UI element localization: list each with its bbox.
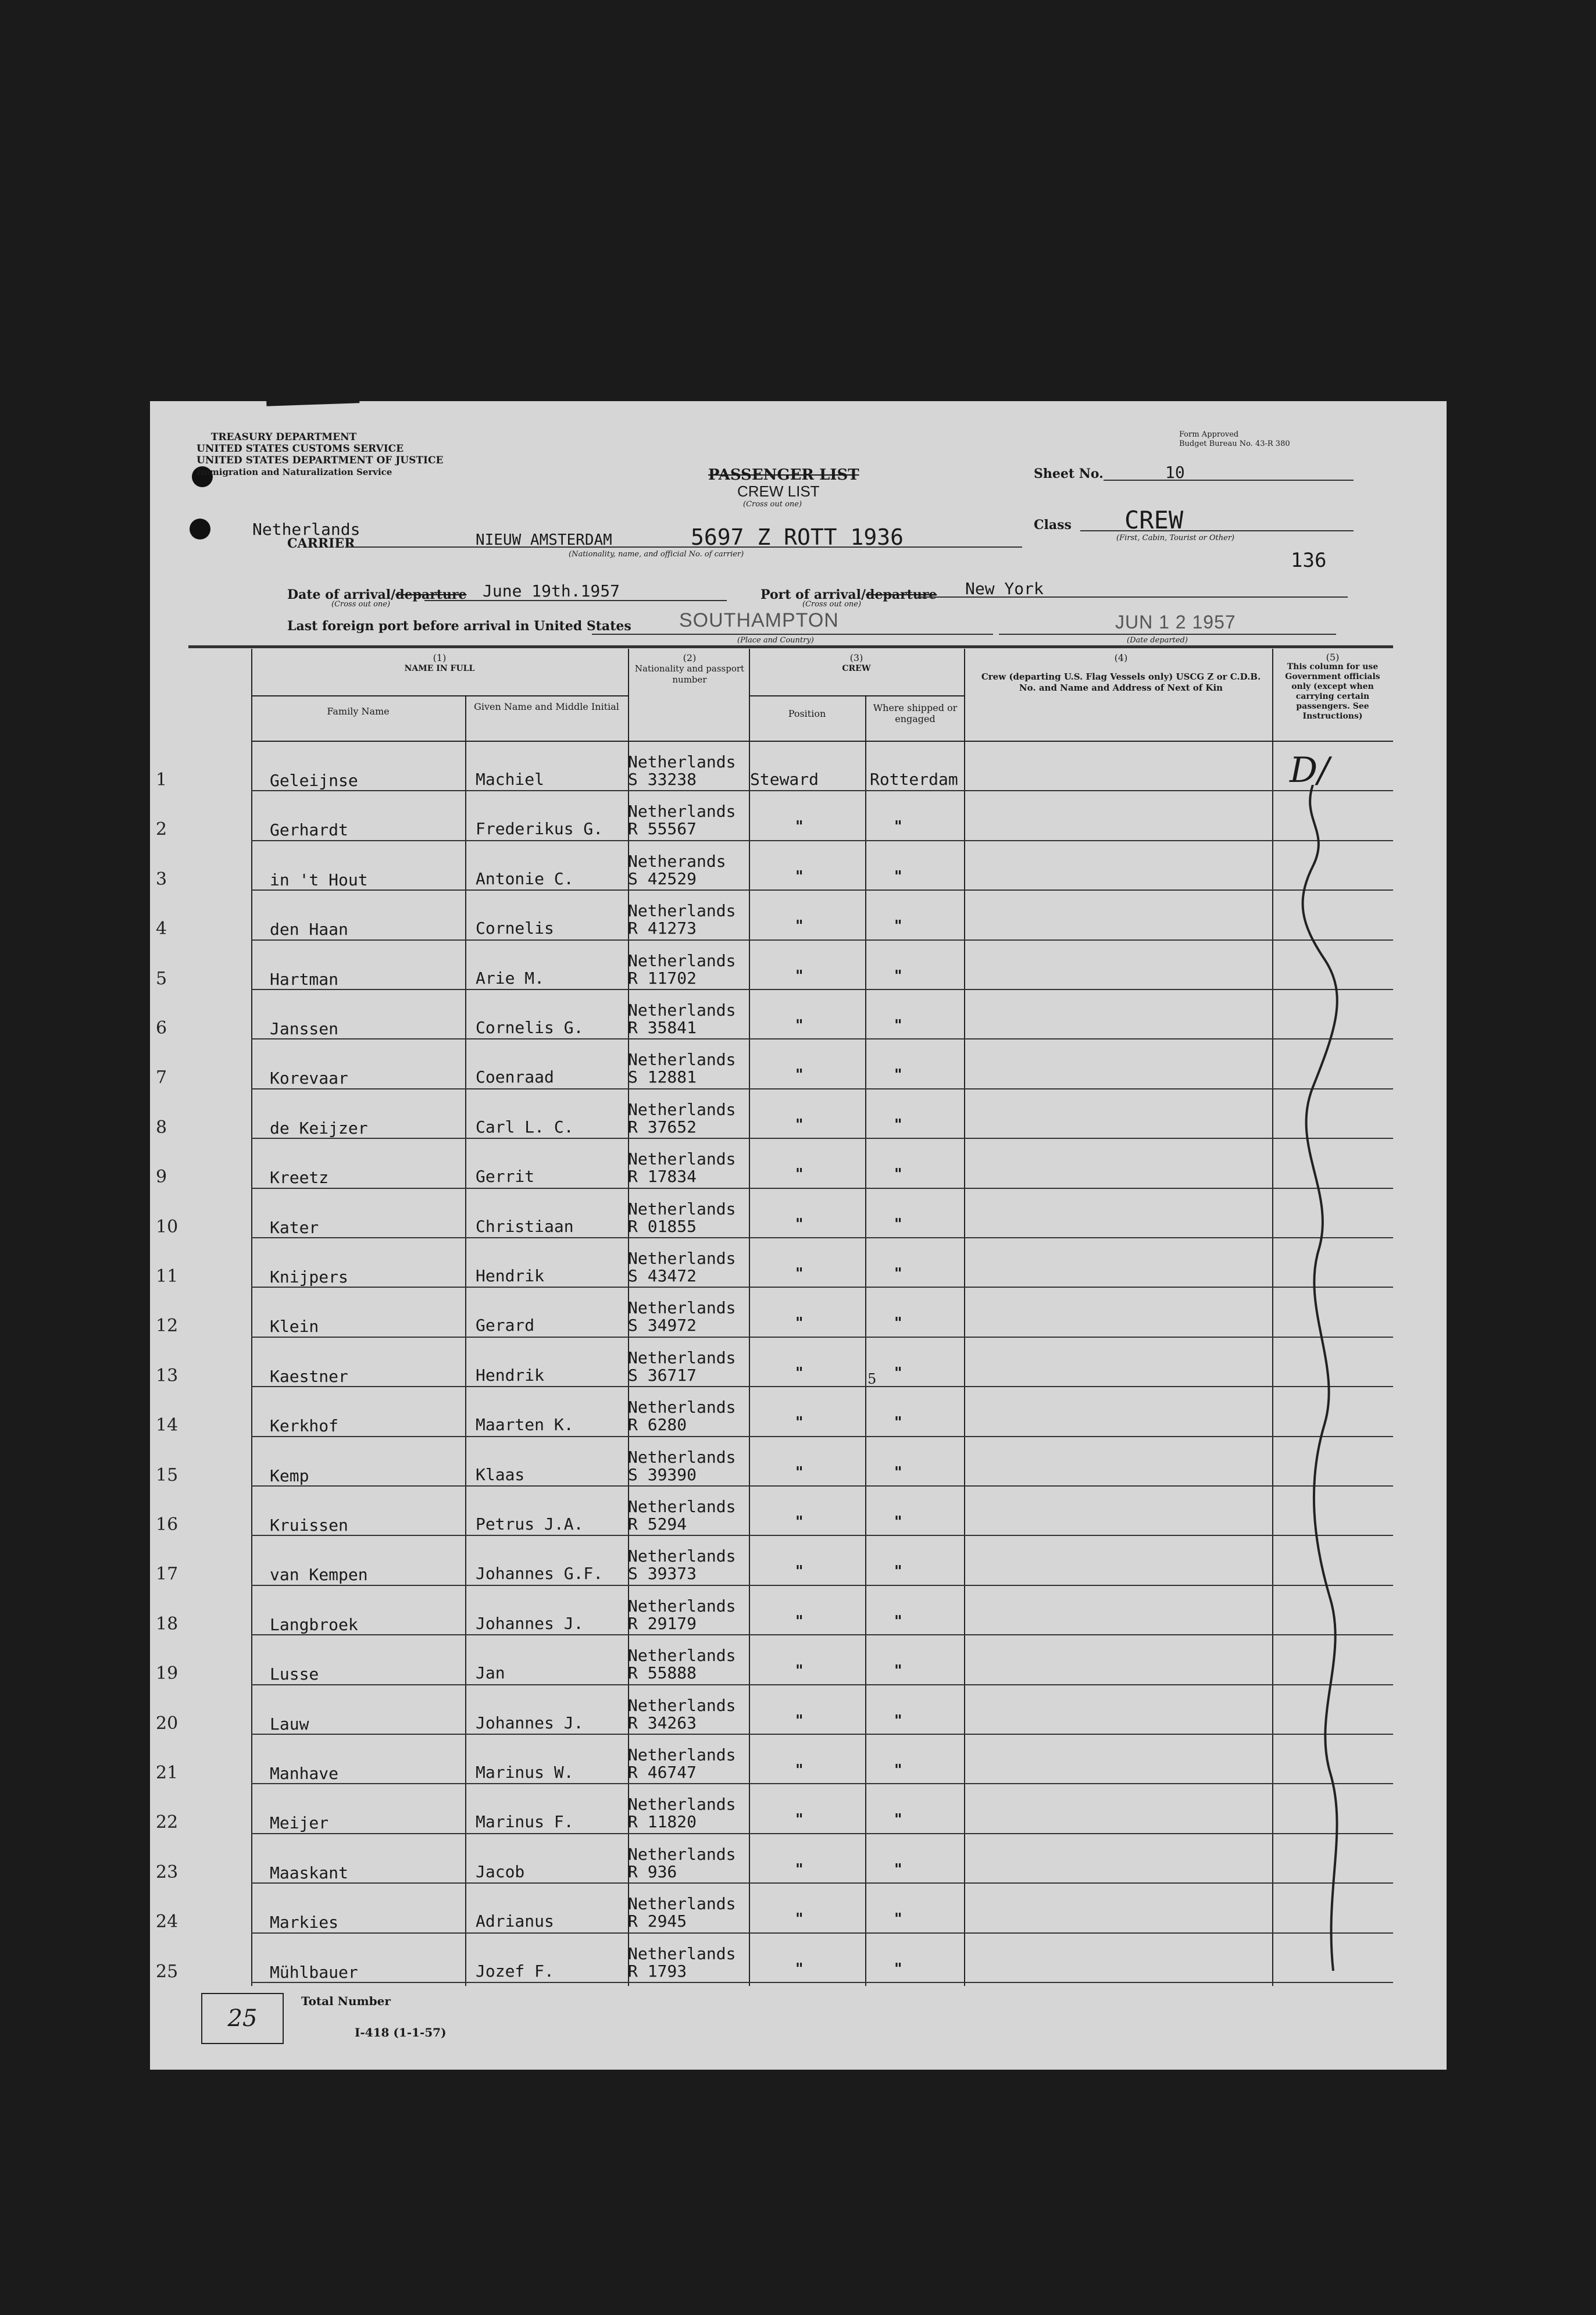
total-box <box>201 1993 284 2044</box>
table-row-rule <box>251 1535 1393 1536</box>
nationality: Netherlands <box>628 1546 736 1566</box>
family-name: Mühlbauer <box>270 1962 358 1982</box>
given-name: Marinus W. <box>476 1763 574 1782</box>
carrier-caption: (Nationality, name, and official No. of carrier) <box>569 550 744 559</box>
form-approved: Form Approved Budget Bureau No. 43-R 380 <box>1179 430 1290 448</box>
where-shipped: " <box>894 1364 902 1382</box>
given-name: Hendrik <box>476 1266 545 1285</box>
position: " <box>795 1314 804 1332</box>
passport-number: S 39390 <box>628 1464 697 1484</box>
passport-number: R 01855 <box>628 1216 697 1236</box>
table-row-rule <box>251 1188 1393 1189</box>
where-shipped: " <box>894 1017 902 1034</box>
passport-number: R 35841 <box>628 1018 697 1037</box>
position: " <box>795 1166 804 1184</box>
class-line <box>1080 530 1354 531</box>
col3-header: (3) CREW <box>842 652 871 673</box>
nationality: Netherlands <box>628 1249 736 1268</box>
nationality: Netherlands <box>628 1844 736 1864</box>
table-col-divider <box>865 695 866 1986</box>
row-number: 14 <box>156 1415 178 1436</box>
nationality: Netherlands <box>628 752 736 771</box>
row-number: 24 <box>156 1912 178 1932</box>
table-row-rule <box>251 1882 1393 1884</box>
position: " <box>795 1215 804 1233</box>
table-col-divider <box>1272 649 1273 1986</box>
given-name: Adrianus <box>476 1912 554 1931</box>
passport-number: S 36717 <box>628 1365 697 1385</box>
header-rule <box>749 695 964 696</box>
where-shipped: " <box>894 1910 902 1928</box>
cross-out-caption: (Cross out one) <box>743 500 802 509</box>
given-name: Cornelis G. <box>476 1018 584 1037</box>
port-cross-out: (Cross out one) <box>802 600 862 609</box>
given-name: Gerrit <box>476 1167 535 1187</box>
nationality: Netherlands <box>628 951 736 970</box>
nationality: Netherlands <box>628 1199 736 1219</box>
position: " <box>795 1017 804 1034</box>
passport-number: S 34972 <box>628 1316 697 1335</box>
nationality: Netherlands <box>628 1944 736 1963</box>
where-shipped: " <box>894 1265 902 1282</box>
extra-mark: 5 <box>867 1371 877 1387</box>
table-row-rule <box>251 1485 1393 1487</box>
row-number: 18 <box>156 1613 178 1634</box>
passenger-list-label: PASSENGER LIST <box>708 466 859 484</box>
row-number: 5 <box>156 968 167 989</box>
position: " <box>795 1513 804 1531</box>
header-divider <box>188 645 1393 648</box>
position: " <box>795 1860 804 1878</box>
family-name: Kemp <box>270 1466 309 1485</box>
where-shipped: " <box>894 1662 902 1680</box>
given-name: Jacob <box>476 1862 525 1881</box>
family-name: Gerhardt <box>270 820 348 840</box>
nationality: Netherands <box>628 851 726 871</box>
row-number: 13 <box>156 1365 178 1386</box>
nationality: Netherlands <box>628 1695 736 1715</box>
passport-number: S 42529 <box>628 869 697 888</box>
table-row-rule <box>251 939 1393 941</box>
position: " <box>795 967 804 985</box>
row-number: 9 <box>156 1167 167 1188</box>
where-shipped: " <box>894 1166 902 1184</box>
nationality: Netherlands <box>628 1001 736 1020</box>
row-number: 3 <box>156 869 167 889</box>
department-header: TREASURY DEPARTMENT UNITED STATES CUSTOMS SERVICE UNITED STATES DEPARTMENT OF JUSTICE Immigration and Naturalization Service <box>197 431 444 477</box>
given-name: Johannes G.F. <box>476 1564 604 1584</box>
position: " <box>795 1762 804 1779</box>
col4-header: (4) Crew (departing U.S. Flag Vessels only) USCG Z or C.D.B. No. and Name and Address of Next of Kin <box>981 652 1261 693</box>
table-row-rule <box>251 1436 1393 1437</box>
table-row-rule <box>251 1783 1393 1784</box>
passport-number: R 55888 <box>628 1663 697 1683</box>
official-wavy-line <box>1290 785 1354 1971</box>
last-port-line <box>592 634 993 635</box>
date-departed-caption: (Date departed) <box>1127 636 1188 645</box>
passport-number: R 6280 <box>628 1415 687 1435</box>
where-shipped: " <box>894 1612 902 1630</box>
family-name: Maaskant <box>270 1863 348 1882</box>
passport-number: R 1793 <box>628 1961 687 1981</box>
family-name: de Keijzer <box>270 1118 368 1138</box>
position: " <box>795 1612 804 1630</box>
table-row-rule <box>251 840 1393 841</box>
row-number: 7 <box>156 1067 167 1088</box>
given-name: Cornelis <box>476 919 554 938</box>
col1-header: (1) NAME IN FULL <box>404 652 475 673</box>
row-number: 11 <box>156 1266 178 1287</box>
given-name: Hendrik <box>476 1365 545 1385</box>
position: " <box>795 1116 804 1134</box>
where-shipped: " <box>894 967 902 985</box>
passport-number: S 43472 <box>628 1266 697 1285</box>
nationality: Netherlands <box>628 1398 736 1417</box>
where-shipped: " <box>894 1762 902 1779</box>
where-shipped: " <box>894 1215 902 1233</box>
table-row-rule <box>251 790 1393 791</box>
given-name: Arie M. <box>476 968 545 988</box>
class-caption: (First, Cabin, Tourist or Other) <box>1116 534 1235 542</box>
table-row-rule <box>251 1386 1393 1387</box>
position: " <box>795 818 804 836</box>
row-number: 21 <box>156 1763 178 1783</box>
family-name: Geleijnse <box>270 771 358 790</box>
manifest-sheet <box>150 401 1447 2070</box>
given-name: Antonie C. <box>476 869 574 888</box>
given-name: Machiel <box>476 770 545 789</box>
family-name: Korevaar <box>270 1069 348 1088</box>
given-name: Coenraad <box>476 1067 554 1087</box>
position: " <box>795 1265 804 1282</box>
family-name: Kerkhof <box>270 1416 339 1436</box>
page-number: 136 <box>1291 549 1327 572</box>
given-name: Johannes J. <box>476 1613 584 1633</box>
where-shipped: " <box>894 867 902 885</box>
given-name: Carl L. C. <box>476 1117 574 1137</box>
row-number: 25 <box>156 1961 178 1982</box>
position: " <box>795 1563 804 1581</box>
family-name: Meijer <box>270 1813 329 1833</box>
position: " <box>795 1712 804 1730</box>
where-shipped: " <box>894 1116 902 1134</box>
nationality: Netherlands <box>628 901 736 921</box>
passport-number: R 5294 <box>628 1514 687 1534</box>
position: " <box>795 1414 804 1432</box>
row-number: 10 <box>156 1216 178 1237</box>
place-caption: (Place and Country) <box>737 636 814 645</box>
family-name: Knijpers <box>270 1267 348 1287</box>
where-shipped: " <box>894 1960 902 1978</box>
nationality: Netherlands <box>628 1149 736 1169</box>
nationality: Netherlands <box>628 802 736 821</box>
sheet-label: Sheet No. <box>1034 466 1104 481</box>
family-name: in 't Hout <box>270 870 368 889</box>
passport-number: R 17834 <box>628 1167 697 1187</box>
table-row-rule <box>251 1138 1393 1139</box>
family-name: Hartman <box>270 969 339 989</box>
passport-number: S 12881 <box>628 1067 697 1087</box>
row-number: 20 <box>156 1713 178 1734</box>
passport-number: R 11820 <box>628 1812 697 1832</box>
class-value: CREW <box>1124 506 1184 534</box>
position: " <box>795 1364 804 1382</box>
where-shipped: " <box>894 1314 902 1332</box>
given-name: Marinus F. <box>476 1812 574 1832</box>
where-shipped: " <box>894 1513 902 1531</box>
date-cross-out: (Cross out one) <box>331 600 391 609</box>
where-shipped: " <box>894 917 902 935</box>
official-number: 5697 Z ROTT 1936 <box>691 524 904 550</box>
row-number: 19 <box>156 1663 178 1684</box>
table-row-rule <box>251 1038 1393 1039</box>
passport-number: R 29179 <box>628 1613 697 1633</box>
passport-number: R 46747 <box>628 1763 697 1782</box>
given-name: Johannes J. <box>476 1713 584 1732</box>
table-row-rule <box>251 1585 1393 1586</box>
row-number: 4 <box>156 919 167 939</box>
punch-hole <box>190 519 210 540</box>
nationality: Netherlands <box>628 1050 736 1070</box>
position: " <box>795 867 804 885</box>
row-number: 6 <box>156 1018 167 1038</box>
family-name: den Haan <box>270 920 348 939</box>
where-shipped: " <box>894 1066 902 1084</box>
table-row-rule <box>251 1932 1393 1934</box>
row-number: 22 <box>156 1812 178 1833</box>
position: Steward <box>750 770 819 789</box>
table-row-rule <box>251 989 1393 990</box>
row-number: 15 <box>156 1464 178 1485</box>
family-name: Manhave <box>270 1764 339 1783</box>
table-row-rule <box>251 1287 1393 1288</box>
where-shipped: Rotterdam <box>870 770 958 789</box>
carrier-nationality: Netherlands <box>252 520 360 539</box>
position: " <box>795 1066 804 1084</box>
family-name: Kruissen <box>270 1516 348 1535</box>
crew-list-label: CREW LIST <box>737 483 820 500</box>
table-row-rule <box>251 1982 1393 1983</box>
given-name: Frederikus G. <box>476 819 604 839</box>
family-name: Kreetz <box>270 1168 329 1188</box>
table-row-rule <box>251 1634 1393 1635</box>
table-row-rule <box>251 1088 1393 1089</box>
row-number: 12 <box>156 1316 178 1337</box>
table-row-rule <box>251 1734 1393 1735</box>
header-rule <box>251 695 628 696</box>
paper-tab <box>266 389 360 406</box>
position: " <box>795 1960 804 1978</box>
table-left-border <box>251 649 252 1986</box>
where-shipped: " <box>894 1860 902 1878</box>
nationality: Netherlands <box>628 1596 736 1616</box>
table-row-rule <box>251 1237 1393 1238</box>
sheet-line <box>1104 480 1354 481</box>
passport-number: R 55567 <box>628 819 697 839</box>
family-name: Kater <box>270 1217 319 1237</box>
position: " <box>795 1910 804 1928</box>
table-row-rule <box>251 1337 1393 1338</box>
family-name: Lusse <box>270 1664 319 1684</box>
family-name: Markies <box>270 1913 339 1932</box>
table-row-rule <box>251 889 1393 891</box>
nationality: Netherlands <box>628 1298 736 1318</box>
position-header: Position <box>788 708 826 719</box>
row-number: 23 <box>156 1862 178 1882</box>
passport-number: R 37652 <box>628 1117 697 1137</box>
family-name: Kaestner <box>270 1366 348 1386</box>
row-number: 16 <box>156 1514 178 1535</box>
total-value: 25 <box>227 2005 258 2032</box>
given-name: Gerard <box>476 1316 535 1335</box>
row-number: 8 <box>156 1117 167 1138</box>
given-name: Maarten K. <box>476 1415 574 1435</box>
date-departed-value: JUN 1 2 1957 <box>1115 612 1236 633</box>
passport-number: R 2945 <box>628 1912 687 1931</box>
nationality: Netherlands <box>628 1646 736 1666</box>
nationality: Netherlands <box>628 1894 736 1914</box>
port-value: New York <box>965 579 1044 598</box>
nationality: Netherlands <box>628 1745 736 1764</box>
position: " <box>795 917 804 935</box>
nationality: Netherlands <box>628 1795 736 1814</box>
row-number: 2 <box>156 819 167 840</box>
passport-number: S 39373 <box>628 1564 697 1584</box>
passport-number: R 936 <box>628 1862 677 1881</box>
where-shipped: " <box>894 1414 902 1432</box>
table-row-rule <box>251 1833 1393 1834</box>
given-name: Klaas <box>476 1464 525 1484</box>
carrier-line <box>348 546 1022 548</box>
table-col-divider <box>964 649 965 1986</box>
last-port-label: Last foreign port before arrival in United States <box>287 619 631 634</box>
nationality: Netherlands <box>628 1348 736 1367</box>
total-label: Total Number <box>301 1994 391 2008</box>
passport-number: S 33238 <box>628 770 697 789</box>
table-col-divider <box>749 649 750 1986</box>
where-shipped: " <box>894 1712 902 1730</box>
family-name-header: Family Name <box>327 706 390 717</box>
nationality: Netherlands <box>628 1447 736 1467</box>
given-name: Jan <box>476 1663 505 1683</box>
sheet-number: 10 <box>1165 463 1185 482</box>
class-label: Class <box>1034 517 1072 533</box>
given-name-header: Given Name and Middle Initial <box>474 701 619 712</box>
nationality: Netherlands <box>628 1497 736 1516</box>
family-name: Janssen <box>270 1019 339 1038</box>
passport-number: R 11702 <box>628 968 697 988</box>
official-annotation: D/ <box>1290 750 1330 791</box>
where-shipped: " <box>894 1463 902 1481</box>
passport-number: R 41273 <box>628 919 697 938</box>
family-name: van Kempen <box>270 1565 368 1585</box>
form-id: I-418 (1-1-57) <box>355 2025 447 2039</box>
carrier-name: NIEUW AMSTERDAM <box>476 531 612 549</box>
family-name: Lauw <box>270 1714 309 1734</box>
where-shipped: " <box>894 1563 902 1581</box>
shipped-header: Where shipped or engaged <box>873 702 958 724</box>
passport-number: R 34263 <box>628 1713 697 1732</box>
date-departed-line <box>999 634 1336 635</box>
carrier-label: CARRIER <box>287 536 355 551</box>
where-shipped: " <box>894 818 902 836</box>
nationality: Netherlands <box>628 1099 736 1119</box>
port-label: Port of arrival/departure <box>760 587 937 602</box>
position: " <box>795 1811 804 1829</box>
given-name: Petrus J.A. <box>476 1514 584 1534</box>
position: " <box>795 1662 804 1680</box>
where-shipped: " <box>894 1811 902 1829</box>
row-number: 17 <box>156 1564 178 1585</box>
date-label: Date of arrival/departure <box>287 587 467 602</box>
table-col-divider <box>465 695 466 1986</box>
position: " <box>795 1463 804 1481</box>
table-row-rule <box>251 1684 1393 1685</box>
given-name: Jozef F. <box>476 1961 554 1981</box>
family-name: Klein <box>270 1317 319 1337</box>
family-name: Langbroek <box>270 1614 358 1634</box>
given-name: Christiaan <box>476 1216 574 1236</box>
col5-header: (5) This column for use Government officials only (except when carrying certain passengers. See Instructions) <box>1285 652 1380 721</box>
last-port-value: SOUTHAMPTON <box>679 609 839 631</box>
header-rule <box>251 741 1393 742</box>
date-value: June 19th.1957 <box>483 581 620 601</box>
row-number: 1 <box>156 770 167 790</box>
col2-header: (2) Nationality and passport number <box>634 652 745 685</box>
